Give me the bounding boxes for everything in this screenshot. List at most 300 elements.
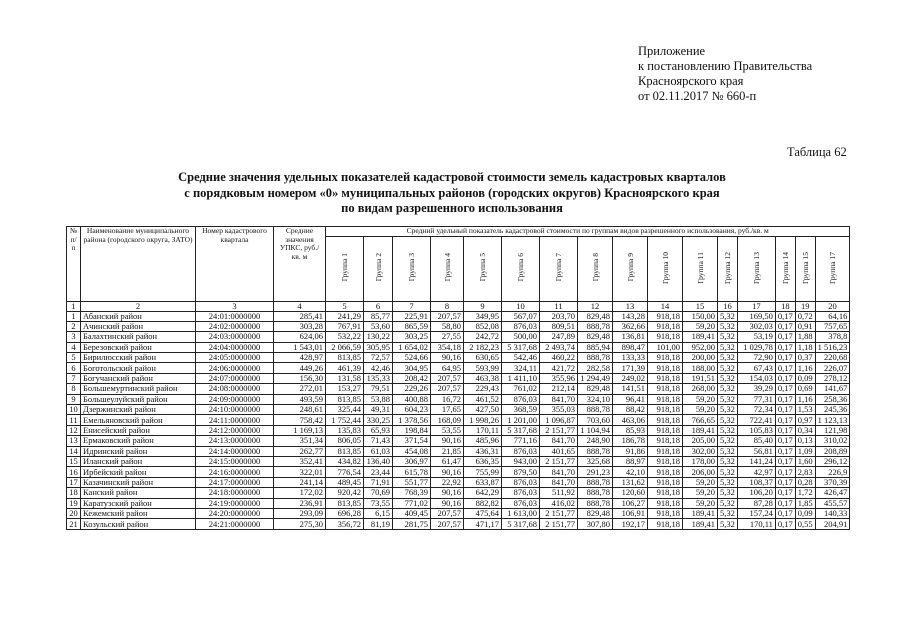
value-cell: 325,44 [326,405,364,415]
district-name-cell: Кежемский район [81,508,196,518]
value-cell: 79,51 [364,384,393,394]
cadastral-number-cell: 24:20:0000000 [196,508,274,518]
value-cell: 1 029,78 [737,342,775,352]
value-cell: 0,17 [775,405,795,415]
district-name-cell: Бирилюсский район [81,353,196,363]
group-header [502,236,540,301]
row-number-cell: 5 [67,353,81,363]
value-cell: 1,18 [795,342,815,352]
column-index-cell: 13 [613,301,648,311]
value-cell: 91,86 [613,446,648,456]
column-index-cell: 18 [775,301,795,311]
group-header-label: Группа 4 [442,253,452,282]
value-cell: 888,78 [578,498,613,508]
value-cell: 21,85 [431,446,464,456]
value-cell: 888,78 [578,477,613,487]
value-cell: 247,89 [540,332,578,342]
district-name-cell: Балахтинский район [81,332,196,342]
value-cell: 5,32 [718,446,738,456]
value-cell: 72,90 [737,353,775,363]
value-cell: 0,17 [775,456,795,466]
value-cell: 471,17 [464,519,502,529]
column-index-cell: 16 [718,301,738,311]
value-cell: 943,00 [502,456,540,466]
value-cell: 0,17 [775,384,795,394]
value-cell: 203,70 [540,311,578,321]
value-cell: 722,41 [737,415,775,425]
column-index-cell: 12 [578,301,613,311]
value-cell: 2 151,77 [540,508,578,518]
value-cell: 72,34 [737,405,775,415]
value-cell: 2 151,77 [540,425,578,435]
value-cell: 207,57 [431,519,464,529]
group-header-label: Группа 6 [516,253,525,282]
group-header [737,236,775,301]
value-cell: 1,72 [795,488,815,498]
header-num: № п/п [67,227,81,302]
value-cell: 368,59 [502,405,540,415]
value-cell: 1,09 [795,446,815,456]
row-number-cell: 17 [67,477,81,487]
district-name-cell: Большемуртинский район [81,384,196,394]
cadastral-number-cell: 24:17:0000000 [196,477,274,487]
column-index-cell: 1 [67,301,81,311]
column-index-cell: 7 [393,301,431,311]
value-cell: 1 169,13 [274,425,326,435]
value-cell: 352,41 [274,456,326,466]
value-cell: 761,02 [502,384,540,394]
value-cell: 65,93 [364,425,393,435]
column-index-cell: 9 [464,301,502,311]
value-cell: 85,93 [613,425,648,435]
value-cell: 829,48 [578,508,613,518]
value-cell: 200,00 [683,353,718,363]
group-header-label: Группа 5 [478,253,487,282]
cadastral-number-cell: 24:11:0000000 [196,415,274,425]
value-cell: 16,72 [431,394,464,404]
table-row [67,477,850,487]
table-row [67,342,850,352]
table-row [67,519,850,529]
value-cell: 1 411,10 [502,373,540,383]
value-cell: 241,14 [274,477,326,487]
header-name: Наименование муниципального района (городского округа, ЗАТО) [81,227,196,302]
value-cell: 888,78 [578,321,613,331]
cadastral-number-cell: 24:18:0000000 [196,488,274,498]
value-cell: 42,97 [737,467,775,477]
value-cell: 0,17 [775,373,795,383]
value-cell: 101,00 [648,342,683,352]
value-cell: 920,42 [326,488,364,498]
group-header-label: Группа 8 [590,253,600,282]
row-number-cell: 7 [67,373,81,383]
value-cell: 207,57 [431,508,464,518]
value-cell: 5,32 [718,405,738,415]
value-cell: 2,83 [795,467,815,477]
value-cell: 1,88 [795,332,815,342]
value-cell: 188,00 [683,363,718,373]
value-cell: 918,18 [648,363,683,373]
value-cell: 0,69 [795,384,815,394]
group-header [613,236,648,301]
value-cell: 205,00 [683,436,718,446]
value-cell: 1 201,00 [502,415,540,425]
value-cell: 105,83 [737,425,775,435]
table-row [67,332,850,342]
value-cell: 5,32 [718,498,738,508]
value-cell: 73,55 [364,498,393,508]
value-cell: 400,88 [393,394,431,404]
appendix-line: Красноярского края [638,74,744,88]
value-cell: 0,17 [775,342,795,352]
value-cell: 108,37 [737,477,775,487]
value-cell: 918,18 [648,456,683,466]
value-cell: 0,17 [775,519,795,529]
value-cell: 401,65 [540,446,578,456]
table-row [67,353,850,363]
value-cell: 5,32 [718,436,738,446]
value-cell: 455,57 [815,498,850,508]
value-cell: 150,00 [683,311,718,321]
district-name-cell: Каратузский район [81,498,196,508]
district-name-cell: Дзержинский район [81,405,196,415]
value-cell: 1 104,94 [578,425,613,435]
value-cell: 27,55 [431,332,464,342]
value-cell: 90,16 [431,353,464,363]
value-cell: 0,91 [795,321,815,331]
cadastral-number-cell: 24:15:0000000 [196,456,274,466]
value-cell: 61,03 [364,446,393,456]
value-cell: 918,18 [648,394,683,404]
value-cell: 876,03 [502,488,540,498]
value-cell: 305,95 [364,342,393,352]
value-cell: 1,16 [795,363,815,373]
value-cell: 0,97 [795,415,815,425]
value-cell: 324,10 [578,394,613,404]
value-cell: 493,59 [274,394,326,404]
value-cell: 829,48 [578,311,613,321]
column-index-row [67,301,850,311]
column-index-cell: 2 [81,301,196,311]
row-number-cell: 21 [67,519,81,529]
value-cell: 153,27 [326,384,364,394]
value-cell: 225,91 [393,311,431,321]
value-cell: 0,17 [775,508,795,518]
row-number-cell: 20 [67,508,81,518]
value-cell: 888,78 [578,353,613,363]
group-header-label: Группа 17 [828,251,837,284]
column-index-cell: 20 [815,301,850,311]
value-cell: 5,32 [718,467,738,477]
value-cell: 141,51 [613,384,648,394]
value-cell: 53,55 [431,425,464,435]
value-cell: 841,70 [540,436,578,446]
value-cell: 511,92 [540,488,578,498]
value-cell: 865,59 [393,321,431,331]
value-cell: 248,90 [578,436,613,446]
value-cell: 192,17 [613,519,648,529]
value-cell: 454,08 [393,446,431,456]
table-row [67,508,850,518]
value-cell: 131,62 [613,477,648,487]
value-cell: 304,95 [393,363,431,373]
value-cell: 5,32 [718,332,738,342]
group-header [718,236,738,301]
group-header-label: Группа 9 [625,253,635,282]
value-cell: 324,11 [502,363,540,373]
value-cell: 615,78 [393,467,431,477]
value-cell: 302,03 [737,321,775,331]
table-row [67,436,850,446]
value-cell: 642,29 [464,488,502,498]
row-number-cell: 19 [67,498,81,508]
value-cell: 5,32 [718,488,738,498]
column-index-cell: 17 [737,301,775,311]
value-cell: 876,03 [502,446,540,456]
value-cell: 135,83 [326,425,364,435]
value-cell: 879,50 [502,467,540,477]
value-cell: 0,17 [775,415,795,425]
value-cell: 207,57 [431,373,464,383]
value-cell: 178,00 [683,456,718,466]
group-header [775,236,795,301]
cadastral-number-cell: 24:08:0000000 [196,384,274,394]
table-row [67,405,850,415]
value-cell: 90,16 [431,467,464,477]
value-cell: 0,72 [795,311,815,321]
value-cell: 88,97 [613,456,648,466]
table-row [67,394,850,404]
table-row [67,415,850,425]
table-row [67,311,850,321]
value-cell: 1 998,26 [464,415,502,425]
value-cell: 434,82 [326,456,364,466]
value-cell: 268,00 [683,384,718,394]
value-cell: 918,18 [648,488,683,498]
value-cell: 0,55 [795,519,815,529]
column-index-cell: 15 [683,301,718,311]
value-cell: 90,16 [431,436,464,446]
value-cell: 275,30 [274,519,326,529]
value-cell: 5,32 [718,373,738,383]
value-cell: 551,77 [393,477,431,487]
value-cell: 355,96 [540,373,578,383]
value-cell: 0,17 [775,311,795,321]
value-cell: 0,09 [795,508,815,518]
district-name-cell: Емельяновский район [81,415,196,425]
value-cell: 207,57 [431,384,464,394]
value-cell: 768,39 [393,488,431,498]
value-cell: 5,32 [718,508,738,518]
value-cell: 0,17 [775,436,795,446]
value-cell: 918,18 [648,446,683,456]
value-cell: 0,17 [775,467,795,477]
value-cell: 460,22 [540,353,578,363]
value-cell: 463,38 [464,373,502,383]
value-cell: 1 123,13 [815,415,850,425]
value-cell: 303,25 [393,332,431,342]
value-cell: 248,61 [274,405,326,415]
value-cell: 226,9 [815,467,850,477]
value-cell: 229,26 [393,384,431,394]
value-cell: 593,99 [464,363,502,373]
value-cell: 5,32 [718,477,738,487]
value-cell: 5,32 [718,425,738,435]
value-cell: 0,17 [775,321,795,331]
value-cell: 0,17 [775,353,795,363]
value-cell: 918,18 [648,415,683,425]
value-cell: 757,65 [815,321,850,331]
value-cell: 198,84 [393,425,431,435]
value-cell: 23,44 [364,467,393,477]
value-cell: 170,11 [737,519,775,529]
value-cell: 53,88 [364,394,393,404]
value-cell: 829,48 [578,384,613,394]
value-cell: 0,17 [775,394,795,404]
value-cell: 325,68 [578,456,613,466]
value-cell: 630,65 [464,353,502,363]
title-line: Средние значения удельных показателей кадастровой стоимости земель кадастровых кварталов [178,170,726,184]
value-cell: 6,15 [364,508,393,518]
value-cell: 876,03 [502,498,540,508]
value-cell: 918,18 [648,384,683,394]
value-cell: 58,80 [431,321,464,331]
group-header-label: Группа 14 [780,251,790,284]
value-cell: 191,51 [683,373,718,383]
value-cell: 208,89 [815,446,850,456]
row-number-cell: 4 [67,342,81,352]
value-cell: 624,06 [274,332,326,342]
table-row [67,446,850,456]
value-cell: 2 151,77 [540,456,578,466]
cadastral-number-cell: 24:21:0000000 [196,519,274,529]
group-header-label: Группа 2 [373,253,383,282]
row-number-cell: 11 [67,415,81,425]
value-cell: 918,18 [648,332,683,342]
value-cell: 241,29 [326,311,364,321]
value-cell: 1 543,01 [274,342,326,352]
value-cell: 755,99 [464,467,502,477]
row-number-cell: 16 [67,467,81,477]
value-cell: 189,41 [683,508,718,518]
value-cell: 59,20 [683,405,718,415]
value-cell: 696,28 [326,508,364,518]
table-row [67,425,850,435]
value-cell: 806,05 [326,436,364,446]
value-cell: 71,43 [364,436,393,446]
cadastral-number-cell: 24:07:0000000 [196,373,274,383]
value-cell: 888,78 [578,405,613,415]
value-cell: 258,36 [815,394,850,404]
group-header [540,236,578,301]
value-cell: 356,72 [326,519,364,529]
value-cell: 355,03 [540,405,578,415]
value-cell: 17,65 [431,405,464,415]
value-cell: 186,78 [613,436,648,446]
value-cell: 952,00 [683,342,718,352]
value-cell: 245,36 [815,405,850,415]
value-cell: 293,09 [274,508,326,518]
value-cell: 771,16 [502,436,540,446]
value-cell: 409,45 [393,508,431,518]
value-cell: 330,25 [364,415,393,425]
value-cell: 841,70 [540,467,578,477]
row-number-cell: 10 [67,405,81,415]
value-cell: 302,00 [683,446,718,456]
table-row [67,467,850,477]
value-cell: 90,16 [431,488,464,498]
value-cell: 291,23 [578,467,613,477]
value-cell: 1 294,49 [578,373,613,383]
value-cell: 140,33 [815,508,850,518]
value-cell: 59,20 [683,321,718,331]
value-cell: 0,13 [795,436,815,446]
column-index-cell: 19 [795,301,815,311]
value-cell: 0,17 [775,488,795,498]
row-number-cell: 8 [67,384,81,394]
value-cell: 771,02 [393,498,431,508]
value-cell: 39,29 [737,384,775,394]
column-index-cell: 4 [274,301,326,311]
value-cell: 5,32 [718,519,738,529]
value-cell: 604,23 [393,405,431,415]
row-number-cell: 3 [67,332,81,342]
group-header [326,236,364,301]
table-row [67,363,850,373]
value-cell: 90,16 [431,498,464,508]
cadastral-number-cell: 24:03:0000000 [196,332,274,342]
value-cell: 918,18 [648,467,683,477]
value-cell: 0,09 [795,373,815,383]
value-cell: 0,17 [775,425,795,435]
cadastral-number-cell: 24:13:0000000 [196,436,274,446]
value-cell: 296,12 [815,456,850,466]
value-cell: 633,87 [464,477,502,487]
value-cell: 77,31 [737,394,775,404]
value-cell: 106,20 [737,488,775,498]
value-cell: 96,41 [613,394,648,404]
column-index-cell: 6 [364,301,393,311]
value-cell: 1,60 [795,456,815,466]
cadastral-number-cell: 24:06:0000000 [196,363,274,373]
value-cell: 918,18 [648,425,683,435]
value-cell: 5,32 [718,321,738,331]
row-number-cell: 18 [67,488,81,498]
value-cell: 168,09 [431,415,464,425]
value-cell: 918,18 [648,353,683,363]
value-cell: 852,08 [464,321,502,331]
value-cell: 0,34 [795,425,815,435]
cadastral-number-cell: 24:05:0000000 [196,353,274,363]
value-cell: 0,17 [775,498,795,508]
value-cell: 876,03 [502,477,540,487]
value-cell: 0,28 [795,477,815,487]
value-cell: 236,91 [274,498,326,508]
group-header-label: Группа 1 [340,253,349,282]
data-table [66,226,850,530]
value-cell: 841,70 [540,394,578,404]
value-cell: 882,82 [464,498,502,508]
value-cell: 64,16 [815,311,850,321]
group-header-label: Группа 11 [695,251,705,284]
group-header [795,236,815,301]
row-number-cell: 1 [67,311,81,321]
value-cell: 87,28 [737,498,775,508]
column-index-cell: 14 [648,301,683,311]
value-cell: 156,30 [274,373,326,383]
group-header-label: Группа 10 [660,251,670,284]
table-row [67,321,850,331]
